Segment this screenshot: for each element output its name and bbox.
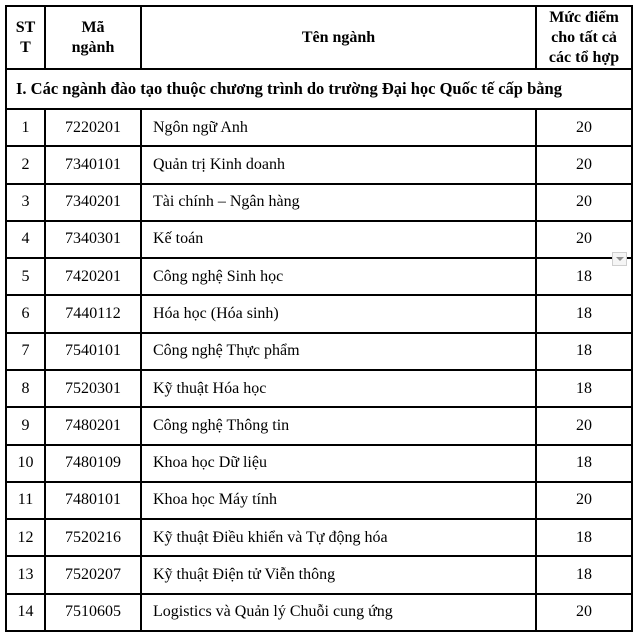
table-row — [6, 333, 632, 370]
score-cell: 18 — [536, 333, 632, 370]
table-row — [6, 556, 632, 593]
score-cell: 20 — [536, 221, 632, 258]
score-cell: 20 — [536, 109, 632, 146]
table-row — [6, 221, 632, 258]
stt-cell: 10 — [6, 445, 45, 482]
admission-scores-table — [5, 5, 633, 632]
major-code-cell: 7440112 — [45, 295, 141, 332]
stt-cell: 1 — [6, 109, 45, 146]
score-cell: 20 — [536, 482, 632, 519]
major-code-cell: 7520301 — [45, 370, 141, 407]
major-code-cell: 7420201 — [45, 258, 141, 295]
stt-cell: 7 — [6, 333, 45, 370]
major-code-cell: 7540101 — [45, 333, 141, 370]
major-name-cell: Ngôn ngữ Anh — [141, 109, 536, 146]
stt-cell: 12 — [6, 519, 45, 556]
major-name-cell: Quản trị Kinh doanh — [141, 146, 536, 183]
stt-cell: 6 — [6, 295, 45, 332]
major-name-cell: Logistics và Quản lý Chuỗi cung ứng — [141, 594, 536, 631]
major-code-cell: 7520207 — [45, 556, 141, 593]
table-header — [6, 6, 632, 69]
score-cell: 18 — [536, 258, 632, 295]
score-cell: 18 — [536, 370, 632, 407]
col-header-major-name — [141, 6, 536, 69]
stt-cell: 11 — [6, 482, 45, 519]
col-header-major-code — [45, 6, 141, 69]
col-header-stt — [6, 6, 45, 69]
stt-cell: 13 — [6, 556, 45, 593]
col-header-stt-label: STT — [15, 18, 36, 56]
stt-cell: 2 — [6, 146, 45, 183]
major-name-cell: Khoa học Dữ liệu — [141, 445, 536, 482]
score-cell: 20 — [536, 146, 632, 183]
section-title: I. Các ngành đào tạo thuộc chương trình do trường Đại học Quốc tế cấp bằng — [16, 79, 562, 98]
table-row — [6, 594, 632, 631]
table-body — [6, 69, 632, 631]
stt-cell: 4 — [6, 221, 45, 258]
major-name-cell: Kỹ thuật Hóa học — [141, 370, 536, 407]
chevron-down-icon — [616, 257, 624, 261]
major-name-cell: Kế toán — [141, 221, 536, 258]
scroll-down-button[interactable] — [612, 252, 627, 266]
major-name-cell: Công nghệ Thông tin — [141, 407, 536, 444]
major-code-cell: 7510605 — [45, 594, 141, 631]
stt-cell: 9 — [6, 407, 45, 444]
major-name-cell: Công nghệ Sinh học — [141, 258, 536, 295]
major-code-cell: 7520216 — [45, 519, 141, 556]
major-name-cell: Kỹ thuật Điều khiển và Tự động hóa — [141, 519, 536, 556]
col-header-score — [536, 6, 632, 69]
header-row — [6, 6, 632, 69]
section-title-cell — [6, 69, 632, 109]
score-cell: 18 — [536, 519, 632, 556]
table-row — [6, 295, 632, 332]
major-code-cell: 7480101 — [45, 482, 141, 519]
col-header-major-name-label: Tên ngành — [301, 28, 376, 46]
major-code-cell: 7220201 — [45, 109, 141, 146]
major-code-cell: 7480109 — [45, 445, 141, 482]
col-header-score-label: Mức điểm cho tất cả các tổ hợp — [548, 8, 620, 66]
major-name-cell: Công nghệ Thực phẩm — [141, 333, 536, 370]
major-code-cell: 7340301 — [45, 221, 141, 258]
table-row — [6, 445, 632, 482]
score-cell: 18 — [536, 445, 632, 482]
major-code-cell: 7340201 — [45, 184, 141, 221]
major-code-cell: 7480201 — [45, 407, 141, 444]
major-name-cell: Khoa học Máy tính — [141, 482, 536, 519]
table-row — [6, 370, 632, 407]
score-cell: 18 — [536, 556, 632, 593]
stt-cell: 5 — [6, 258, 45, 295]
table-row — [6, 482, 632, 519]
major-name-cell: Tài chính – Ngân hàng — [141, 184, 536, 221]
score-cell: 20 — [536, 184, 632, 221]
table-row — [6, 407, 632, 444]
section-row — [6, 69, 632, 109]
stt-cell: 3 — [6, 184, 45, 221]
table-row — [6, 109, 632, 146]
stt-cell: 8 — [6, 370, 45, 407]
table-row — [6, 184, 632, 221]
table-row — [6, 519, 632, 556]
major-name-cell: Kỹ thuật Điện tử Viễn thông — [141, 556, 536, 593]
score-cell: 20 — [536, 407, 632, 444]
score-cell: 18 — [536, 295, 632, 332]
table-row — [6, 258, 632, 295]
col-header-major-code-label: Mã ngành — [71, 18, 115, 56]
table-row — [6, 146, 632, 183]
major-code-cell: 7340101 — [45, 146, 141, 183]
major-name-cell: Hóa học (Hóa sinh) — [141, 295, 536, 332]
stt-cell: 14 — [6, 594, 45, 631]
score-cell: 20 — [536, 594, 632, 631]
